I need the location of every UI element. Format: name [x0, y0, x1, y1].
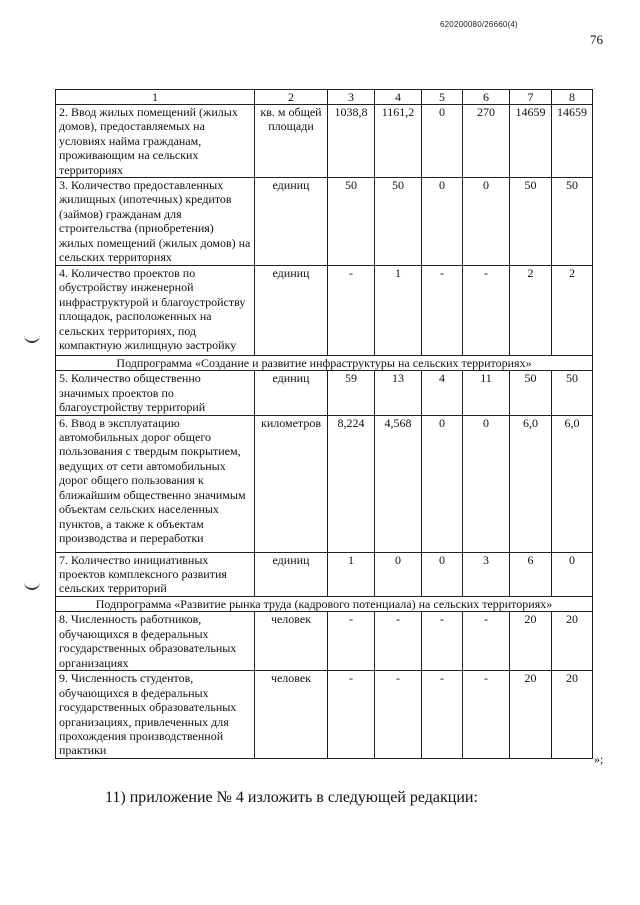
indicators-table — [55, 89, 593, 759]
page-number: 76 — [590, 32, 603, 47]
value-cell: 14659 — [510, 105, 552, 178]
value-cell: - — [328, 266, 375, 356]
indicator-unit: человек — [255, 612, 328, 671]
value-cell: 14659 — [552, 105, 593, 178]
column-number: 6 — [463, 90, 510, 105]
value-cell: 2 — [552, 266, 593, 356]
value-cell: 50 — [375, 178, 422, 266]
column-number-row — [56, 90, 593, 105]
value-cell: 20 — [552, 671, 593, 759]
margin-mark — [24, 333, 40, 343]
table-row — [56, 671, 593, 759]
indicator-unit: единиц — [255, 178, 328, 266]
column-number: 7 — [510, 90, 552, 105]
column-number: 2 — [255, 90, 328, 105]
indicator-unit: кв. м общей площади — [255, 105, 328, 178]
indicator-name: 5. Количество общественно значимых проектов по благоустройству территорий — [56, 371, 255, 415]
indicator-unit: километров — [255, 415, 328, 552]
value-cell: - — [422, 671, 463, 759]
margin-mark — [24, 580, 40, 590]
value-cell: 0 — [422, 415, 463, 552]
column-number: 8 — [552, 90, 593, 105]
value-cell: 20 — [510, 612, 552, 671]
amendment-paragraph: 11) приложение № 4 изложить в следующей редакции: — [105, 789, 478, 806]
value-cell: - — [375, 671, 422, 759]
document-id: 620200080/26660(4) — [440, 20, 518, 29]
value-cell: 0 — [463, 415, 510, 552]
column-number: 5 — [422, 90, 463, 105]
value-cell: - — [463, 671, 510, 759]
value-cell: 50 — [510, 178, 552, 266]
column-number: 4 — [375, 90, 422, 105]
table-row — [56, 552, 593, 596]
value-cell: 1 — [375, 266, 422, 356]
value-cell: 0 — [422, 178, 463, 266]
value-cell: - — [422, 612, 463, 671]
indicator-name: 8. Численность работников, обучающихся в федеральных государственных образовательных организациях — [56, 612, 255, 671]
value-cell: 20 — [552, 612, 593, 671]
column-number: 3 — [328, 90, 375, 105]
value-cell: - — [463, 266, 510, 356]
value-cell: 0 — [422, 105, 463, 178]
value-cell: 4 — [422, 371, 463, 415]
value-cell: 1161,2 — [375, 105, 422, 178]
table-row — [56, 612, 593, 671]
value-cell: 270 — [463, 105, 510, 178]
value-cell: 1 — [328, 552, 375, 596]
value-cell: 50 — [510, 371, 552, 415]
value-cell: - — [328, 671, 375, 759]
value-cell: - — [463, 612, 510, 671]
value-cell: 8,224 — [328, 415, 375, 552]
table-row — [56, 178, 593, 266]
indicator-name: 3. Количество предоставленных жилищных (ипотечных) кредитов (займов) гражданам для строительства (приобретения) жилых помещений (жилых домов) на сельских территориях — [56, 178, 255, 266]
value-cell: - — [422, 266, 463, 356]
table-row — [56, 266, 593, 356]
value-cell: 0 — [422, 552, 463, 596]
subprogram-row — [56, 356, 593, 371]
value-cell: 6 — [510, 552, 552, 596]
indicator-unit: единиц — [255, 371, 328, 415]
indicator-name: 4. Количество проектов по обустройству инженерной инфраструктурой и благоустройству площадок, расположенных на сельских территориях, под компактную жилищную застройку — [56, 266, 255, 356]
value-cell: 0 — [375, 552, 422, 596]
value-cell: 4,568 — [375, 415, 422, 552]
value-cell: 11 — [463, 371, 510, 415]
value-cell: 59 — [328, 371, 375, 415]
value-cell: 0 — [552, 552, 593, 596]
table-row — [56, 415, 593, 552]
value-cell: 6,0 — [552, 415, 593, 552]
column-number: 1 — [56, 90, 255, 105]
indicator-name: 7. Количество инициативных проектов комплексного развития сельских территорий — [56, 552, 255, 596]
value-cell: 50 — [552, 178, 593, 266]
indicator-unit: единиц — [255, 552, 328, 596]
value-cell: 50 — [552, 371, 593, 415]
subprogram-title: Подпрограмма «Развитие рынка труда (кадрового потенциала) на сельских территориях» — [56, 596, 593, 611]
value-cell: 2 — [510, 266, 552, 356]
value-cell: 3 — [463, 552, 510, 596]
subprogram-row — [56, 596, 593, 611]
value-cell: 6,0 — [510, 415, 552, 552]
value-cell: 13 — [375, 371, 422, 415]
table-row — [56, 105, 593, 178]
indicator-unit: человек — [255, 671, 328, 759]
indicator-name: 2. Ввод жилых помещений (жилых домов), предоставляемых на условиях найма гражданам, проживающим на сельских территориях — [56, 105, 255, 178]
indicator-name: 9. Численность студентов, обучающихся в федеральных государственных образовательных организациях, привлеченных для прохождения производственной практики — [56, 671, 255, 759]
indicator-name: 6. Ввод в эксплуатацию автомобильных дорог общего пользования с твердым покрытием, ведущих от сети автомобильных дорог общего пользования к ближайшим общественно значимым объектам сельских населенных пунктов, а также к объектам производства и переработки — [56, 415, 255, 552]
value-cell: 1038,8 — [328, 105, 375, 178]
subprogram-title: Подпрограмма «Создание и развитие инфраструктуры на сельских территориях» — [56, 356, 593, 371]
value-cell: 50 — [328, 178, 375, 266]
value-cell: - — [375, 612, 422, 671]
value-cell: 0 — [463, 178, 510, 266]
value-cell: - — [328, 612, 375, 671]
table-row — [56, 371, 593, 415]
indicator-unit: единиц — [255, 266, 328, 356]
table-closing-quote: »; — [594, 752, 604, 766]
value-cell: 20 — [510, 671, 552, 759]
